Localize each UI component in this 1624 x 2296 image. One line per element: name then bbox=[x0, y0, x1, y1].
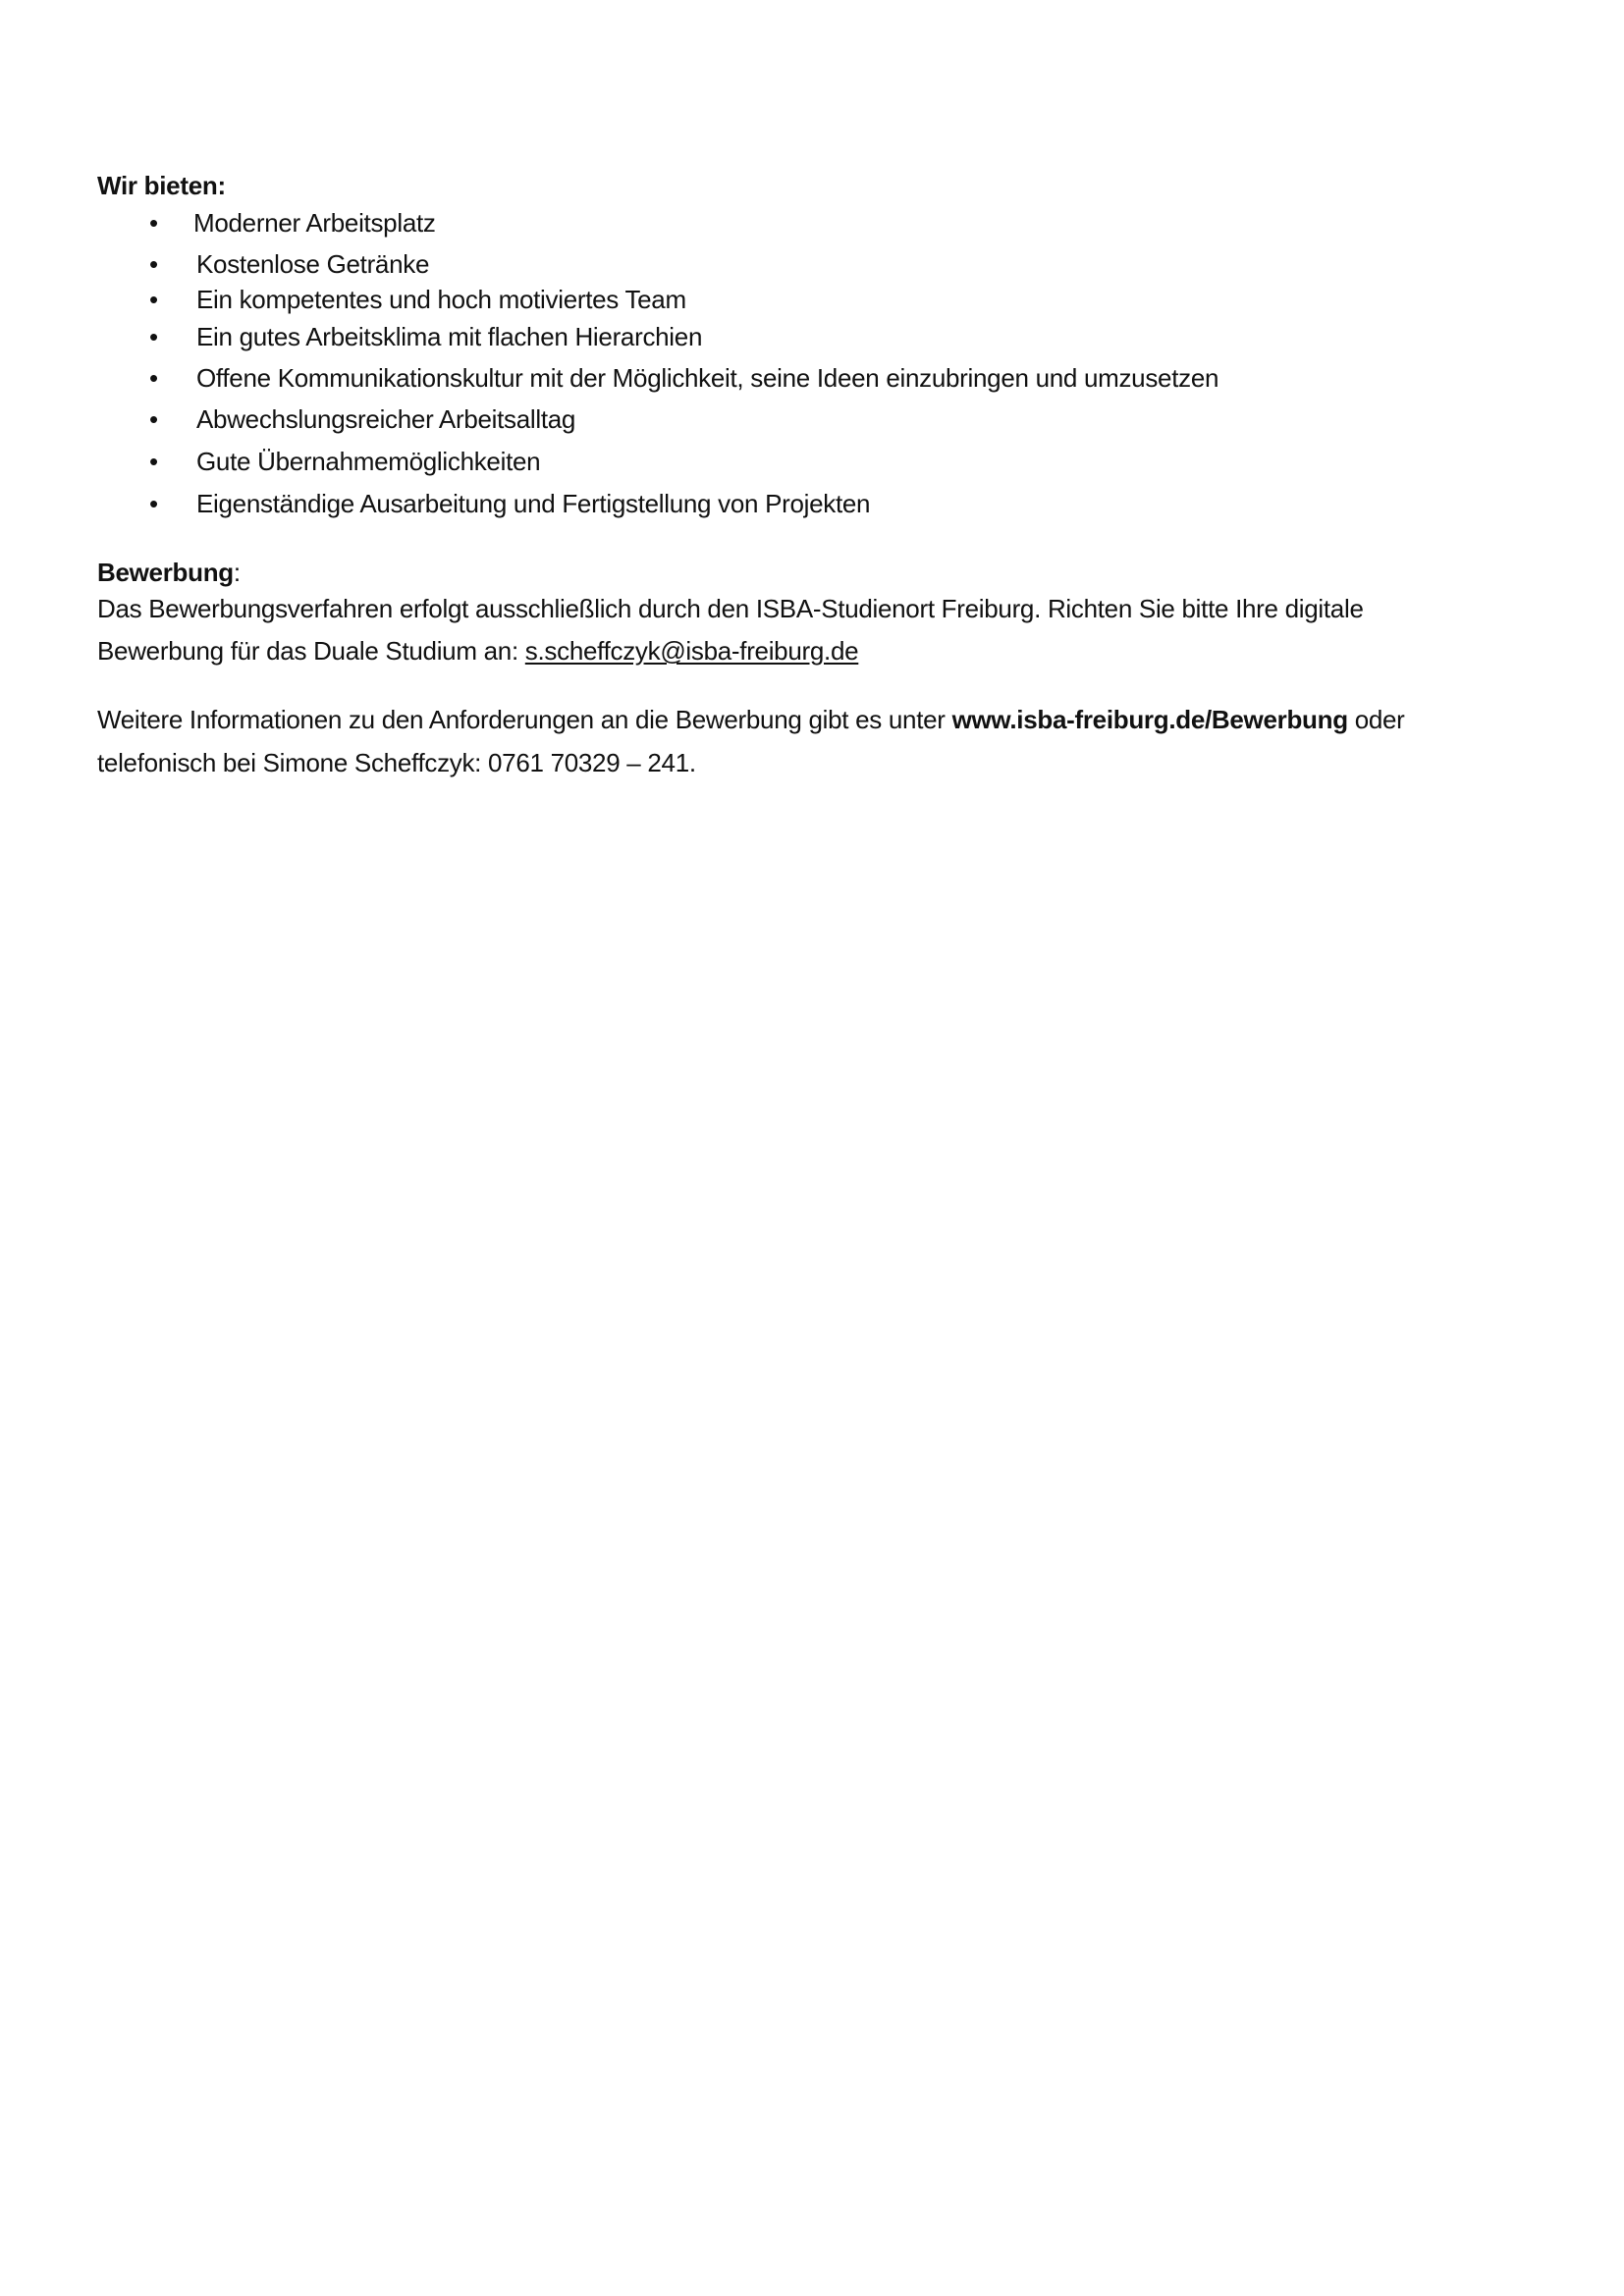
application-line-2-text: Bewerbung für das Duale Studium an: bbox=[97, 636, 525, 666]
offer-item-text: Gute Übernahmemöglichkeiten bbox=[196, 447, 541, 476]
bullet-icon: • bbox=[149, 249, 158, 279]
offer-heading-colon: : bbox=[217, 171, 226, 200]
info-line-2: telefonisch bei Simone Scheffczyk: 0761 70329 – 241. bbox=[97, 748, 696, 777]
email-link[interactable]: s.scheffczyk@isba-freiburg.de bbox=[524, 636, 859, 666]
offer-item-text: Abwechslungsreicher Arbeitsalltag bbox=[196, 404, 576, 434]
bullet-icon: • bbox=[149, 489, 158, 518]
bullet-icon: • bbox=[149, 447, 158, 476]
bullet-icon: • bbox=[149, 363, 158, 393]
offer-item-text: Eigenständige Ausarbeitung und Fertigstellung von Projekten bbox=[196, 489, 871, 518]
bullet-icon: • bbox=[149, 404, 158, 434]
offer-item-text: Kostenlose Getränke bbox=[196, 249, 430, 279]
application-line-2 bbox=[97, 636, 1531, 667]
bullet-icon: • bbox=[149, 322, 158, 351]
info-line-1 bbox=[97, 705, 1531, 735]
info-line-1-suffix: oder bbox=[1347, 705, 1405, 734]
offer-item-text: Ein kompetentes und hoch motiviertes Team bbox=[196, 285, 686, 314]
offer-item-text: Moderner Arbeitsplatz bbox=[193, 208, 436, 238]
offer-item-text: Ein gutes Arbeitsklima mit flachen Hierarchien bbox=[196, 322, 703, 351]
application-heading-colon: : bbox=[233, 558, 241, 587]
application-url[interactable]: www.isba-freiburg.de/Bewerbung bbox=[951, 705, 1348, 734]
offer-item-text: Offene Kommunikationskultur mit der Möglichkeit, seine Ideen einzubringen und umzusetzen bbox=[196, 363, 1219, 393]
offer-heading-text: Wir bieten bbox=[97, 171, 218, 200]
bullet-icon: • bbox=[149, 285, 158, 314]
info-line-1-text: Weitere Informationen zu den Anforderungen an die Bewerbung gibt es unter bbox=[97, 705, 952, 734]
application-heading-text: Bewerbung bbox=[97, 558, 234, 587]
offer-heading bbox=[97, 171, 226, 201]
application-line-1: Das Bewerbungsverfahren erfolgt ausschließlich durch den ISBA-Studienort Freiburg. Richten Sie bitte Ihre digitale bbox=[97, 594, 1364, 623]
bullet-icon: • bbox=[149, 208, 158, 238]
application-heading bbox=[97, 558, 241, 588]
